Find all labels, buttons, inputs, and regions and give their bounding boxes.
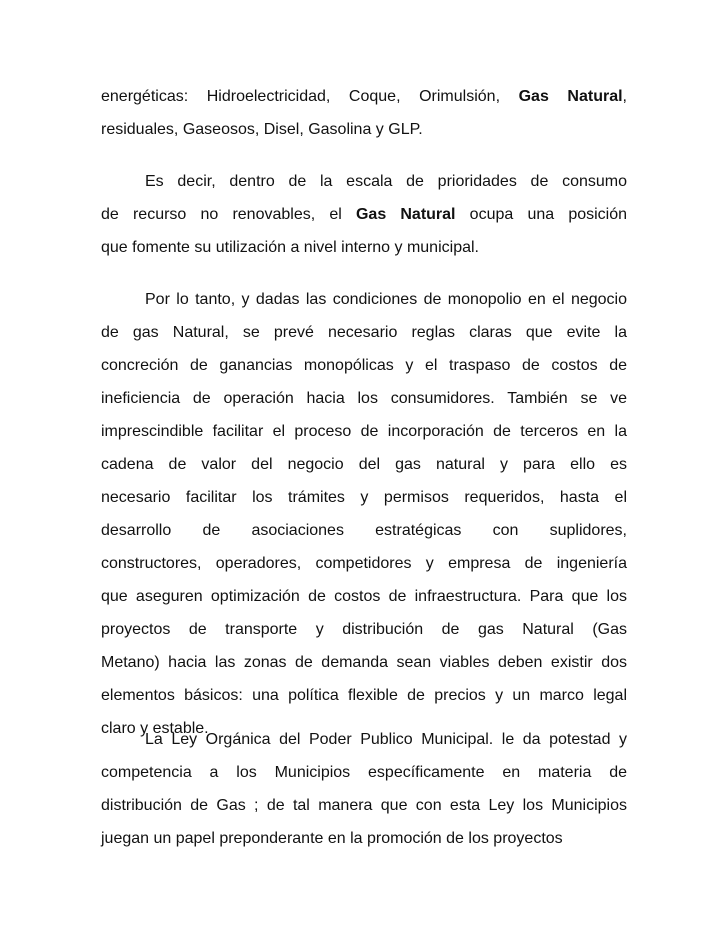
text-run: residuales, Gaseosos, Disel, Gasolina y GLP. [101,121,423,138]
text-run: imprescindible facilitar el proceso de incorporación de terceros en la [101,423,627,440]
text-line [101,580,627,613]
paragraph-energy-sources [101,80,627,146]
text-line [101,415,627,448]
text-line [101,231,627,264]
text-run: claro y estable. [101,720,209,737]
text-run: Metano) hacia las zonas de demanda sean viables deben existir dos [101,654,627,671]
text-run: de recurso no renovables, el [101,206,356,223]
paragraph-monopoly-conditions [101,283,627,745]
text-line [101,723,627,756]
text-line [101,789,627,822]
text-run: competencia a los Municipios específicamente en materia de [101,764,627,781]
text-line [101,113,627,146]
text-run: ineficiencia de operación hacia los consumidores. También se ve [101,390,627,407]
text-run: , [622,88,627,105]
text-run: distribución de Gas ; de tal manera que con esta Ley los Municipios [101,797,627,814]
text-run: proyectos de transporte y distribución de gas Natural (Gas [101,621,627,638]
text-line [101,756,627,789]
text-run: elementos básicos: una política flexible de precios y un marco legal [101,687,627,704]
text-line [101,547,627,580]
text-line [101,283,627,316]
text-run: energéticas: Hidroelectricidad, Coque, Orimulsión, [101,88,519,105]
text-run: de gas Natural, se prevé necesario reglas claras que evite la [101,324,627,341]
text-run: constructores, operadores, competidores y empresa de ingeniería [101,555,627,572]
text-run: que aseguren optimización de costos de infraestructura. Para que los [101,588,627,605]
text-line [101,80,627,113]
text-line [101,679,627,712]
text-line [101,349,627,382]
text-line [101,514,627,547]
text-run: ocupa una posición [455,206,628,223]
text-run: juegan un papel preponderante en la promoción de los proyectos [101,830,563,847]
text-run: cadena de valor del negocio del gas natural y para ello es [101,456,627,473]
text-run: La Ley Orgánica del Poder Publico Municipal. le da potestad y [145,731,627,748]
text-run: necesario facilitar los trámites y permisos requeridos, hasta el [101,489,627,506]
text-line [101,165,627,198]
text-run: desarrollo de asociaciones estratégicas con suplidores, [101,522,627,539]
bold-term: Gas Natural [518,88,623,105]
text-line [101,646,627,679]
text-run: Por lo tanto, y dadas las condiciones de monopolio en el negocio [145,291,627,308]
text-line [101,613,627,646]
text-run: concreción de ganancias monopólicas y el traspaso de costos de [101,357,627,374]
text-line [101,481,627,514]
text-line [101,822,627,855]
text-line [101,316,627,349]
text-run: Es decir, dentro de la escala de prioridades de consumo [145,173,627,190]
paragraph-municipal-law [101,723,627,855]
text-run: que fomente su utilización a nivel interno y municipal. [101,239,479,256]
text-line [101,448,627,481]
text-line [101,382,627,415]
bold-term: Gas Natural [355,206,456,223]
text-line [101,198,627,231]
paragraph-priority-scale [101,165,627,264]
